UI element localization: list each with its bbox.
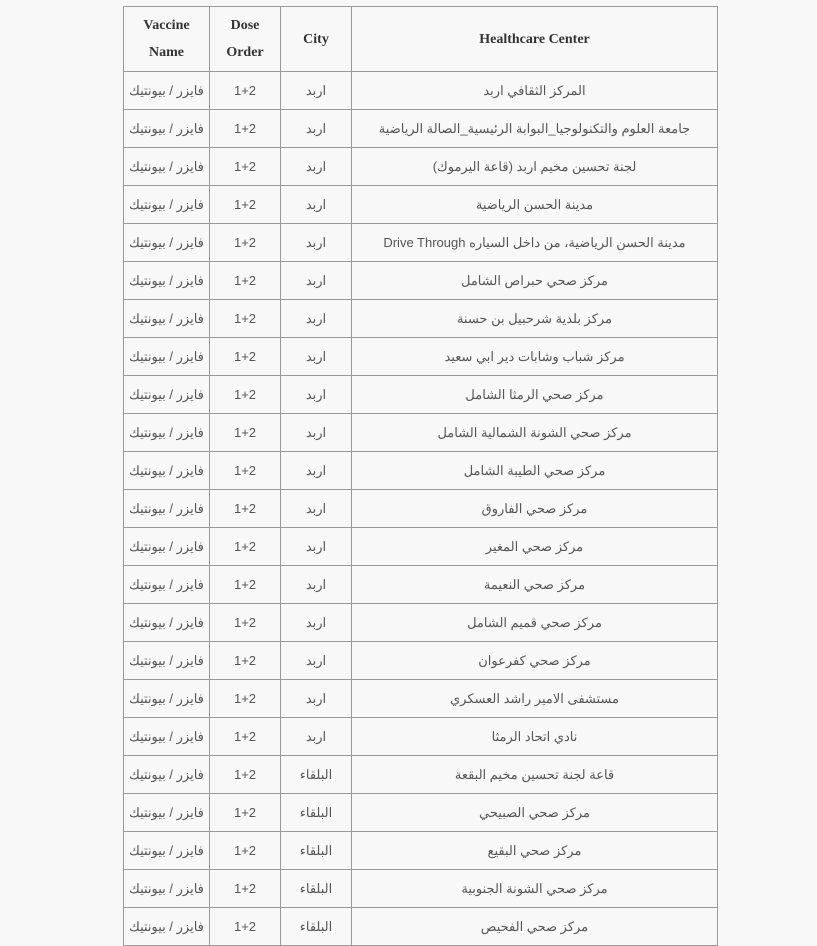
- cell-dose-order: 1+2: [210, 794, 281, 832]
- header-dose-line1: Dose: [230, 18, 260, 33]
- cell-vaccine-name: فايزر / بيونتيك: [124, 756, 210, 794]
- cell-dose-order: 1+2: [210, 604, 281, 642]
- cell-healthcare-center: جامعة العلوم والتكنولوجيا_البوابة الرئيسية_الصالة الرياضية: [352, 110, 718, 148]
- cell-city: اربد: [281, 186, 352, 224]
- cell-healthcare-center: مركز صحي المغير: [352, 528, 718, 566]
- cell-healthcare-center: نادي اتحاد الرمثا: [352, 718, 718, 756]
- cell-city: اربد: [281, 452, 352, 490]
- cell-vaccine-name: فايزر / بيونتيك: [124, 832, 210, 870]
- table-row: [124, 870, 718, 908]
- table-row: [124, 604, 718, 642]
- cell-vaccine-name: فايزر / بيونتيك: [124, 528, 210, 566]
- cell-city: اربد: [281, 642, 352, 680]
- cell-city: اربد: [281, 680, 352, 718]
- cell-vaccine-name: فايزر / بيونتيك: [124, 338, 210, 376]
- cell-dose-order: 1+2: [210, 870, 281, 908]
- cell-city: البلقاء: [281, 908, 352, 946]
- cell-healthcare-center: مركز بلدية شرحبيل بن حسنة: [352, 300, 718, 338]
- cell-dose-order: 1+2: [210, 680, 281, 718]
- cell-healthcare-center: مركز صحي البقيع: [352, 832, 718, 870]
- cell-healthcare-center: مدينة الحسن الرياضية: [352, 186, 718, 224]
- table-row: [124, 528, 718, 566]
- cell-dose-order: 1+2: [210, 72, 281, 110]
- cell-city: اربد: [281, 262, 352, 300]
- cell-dose-order: 1+2: [210, 452, 281, 490]
- cell-healthcare-center: مركز صحي حبراص الشامل: [352, 262, 718, 300]
- header-dose-order: [210, 7, 281, 72]
- cell-city: اربد: [281, 224, 352, 262]
- cell-dose-order: 1+2: [210, 376, 281, 414]
- table-row: [124, 262, 718, 300]
- cell-vaccine-name: فايزر / بيونتيك: [124, 414, 210, 452]
- cell-dose-order: 1+2: [210, 566, 281, 604]
- table-row: [124, 794, 718, 832]
- cell-healthcare-center: مركز شباب وشابات دير ابي سعيد: [352, 338, 718, 376]
- table-row: [124, 832, 718, 870]
- cell-vaccine-name: فايزر / بيونتيك: [124, 566, 210, 604]
- cell-vaccine-name: فايزر / بيونتيك: [124, 186, 210, 224]
- table-row: [124, 642, 718, 680]
- cell-dose-order: 1+2: [210, 148, 281, 186]
- vaccination-centers-table-wrapper: [123, 6, 717, 946]
- cell-healthcare-center: مركز صحي الطيبة الشامل: [352, 452, 718, 490]
- cell-healthcare-center: مركز صحي الفاروق: [352, 490, 718, 528]
- cell-vaccine-name: فايزر / بيونتيك: [124, 224, 210, 262]
- cell-healthcare-center: مركز صحي الشونة الشمالية الشامل: [352, 414, 718, 452]
- table-row: [124, 376, 718, 414]
- cell-healthcare-center: مستشفى الامير راشد العسكري: [352, 680, 718, 718]
- cell-city: البلقاء: [281, 756, 352, 794]
- cell-healthcare-center: لجنة تحسين مخيم اربد (قاعة اليرموك): [352, 148, 718, 186]
- cell-healthcare-center: قاعة لجنة تحسين مخيم البقعة: [352, 756, 718, 794]
- table-row: [124, 72, 718, 110]
- cell-vaccine-name: فايزر / بيونتيك: [124, 72, 210, 110]
- cell-dose-order: 1+2: [210, 490, 281, 528]
- cell-vaccine-name: فايزر / بيونتيك: [124, 452, 210, 490]
- table-row: [124, 338, 718, 376]
- table-row: [124, 566, 718, 604]
- cell-vaccine-name: فايزر / بيونتيك: [124, 718, 210, 756]
- header-vaccine-line1: Vaccine: [143, 18, 190, 33]
- cell-vaccine-name: فايزر / بيونتيك: [124, 794, 210, 832]
- table-row: [124, 490, 718, 528]
- cell-dose-order: 1+2: [210, 414, 281, 452]
- header-healthcare-center: Healthcare Center: [352, 7, 718, 72]
- cell-vaccine-name: فايزر / بيونتيك: [124, 604, 210, 642]
- table-row: [124, 908, 718, 946]
- cell-vaccine-name: فايزر / بيونتيك: [124, 908, 210, 946]
- cell-dose-order: 1+2: [210, 338, 281, 376]
- cell-city: اربد: [281, 528, 352, 566]
- table-row: [124, 110, 718, 148]
- cell-city: اربد: [281, 414, 352, 452]
- cell-city: البلقاء: [281, 832, 352, 870]
- cell-dose-order: 1+2: [210, 300, 281, 338]
- table-row: [124, 756, 718, 794]
- cell-dose-order: 1+2: [210, 756, 281, 794]
- table-header-row: [124, 7, 718, 72]
- cell-city: اربد: [281, 376, 352, 414]
- header-vaccine-name: [124, 7, 210, 72]
- cell-healthcare-center: مدينة الحسن الرياضية، من داخل السياره Drive Through: [352, 224, 718, 262]
- cell-dose-order: 1+2: [210, 262, 281, 300]
- cell-vaccine-name: فايزر / بيونتيك: [124, 376, 210, 414]
- cell-healthcare-center: مركز صحي كفرعوان: [352, 642, 718, 680]
- cell-city: اربد: [281, 300, 352, 338]
- cell-vaccine-name: فايزر / بيونتيك: [124, 870, 210, 908]
- cell-vaccine-name: فايزر / بيونتيك: [124, 680, 210, 718]
- cell-healthcare-center: المركز الثقافي اربد: [352, 72, 718, 110]
- cell-city: اربد: [281, 490, 352, 528]
- cell-healthcare-center: مركز صحي الشونة الجنوبية: [352, 870, 718, 908]
- cell-dose-order: 1+2: [210, 224, 281, 262]
- table-row: [124, 148, 718, 186]
- cell-dose-order: 1+2: [210, 908, 281, 946]
- cell-city: اربد: [281, 110, 352, 148]
- cell-vaccine-name: فايزر / بيونتيك: [124, 262, 210, 300]
- cell-city: اربد: [281, 148, 352, 186]
- table-row: [124, 186, 718, 224]
- cell-healthcare-center: مركز صحي قميم الشامل: [352, 604, 718, 642]
- table-row: [124, 718, 718, 756]
- table-row: [124, 452, 718, 490]
- cell-healthcare-center: مركز صحي الفحيص: [352, 908, 718, 946]
- cell-dose-order: 1+2: [210, 528, 281, 566]
- cell-vaccine-name: فايزر / بيونتيك: [124, 490, 210, 528]
- cell-dose-order: 1+2: [210, 186, 281, 224]
- table-row: [124, 680, 718, 718]
- cell-city: اربد: [281, 72, 352, 110]
- cell-dose-order: 1+2: [210, 110, 281, 148]
- header-city: City: [281, 7, 352, 72]
- cell-dose-order: 1+2: [210, 718, 281, 756]
- cell-city: اربد: [281, 338, 352, 376]
- cell-city: اربد: [281, 604, 352, 642]
- cell-city: اربد: [281, 566, 352, 604]
- table-body: [124, 72, 718, 946]
- cell-dose-order: 1+2: [210, 642, 281, 680]
- table-row: [124, 300, 718, 338]
- cell-vaccine-name: فايزر / بيونتيك: [124, 300, 210, 338]
- cell-vaccine-name: فايزر / بيونتيك: [124, 148, 210, 186]
- cell-city: اربد: [281, 718, 352, 756]
- cell-city: البلقاء: [281, 870, 352, 908]
- cell-city: البلقاء: [281, 794, 352, 832]
- cell-healthcare-center: مركز صحي الصبيحي: [352, 794, 718, 832]
- table-row: [124, 414, 718, 452]
- header-vaccine-line2: Name: [149, 45, 184, 60]
- cell-healthcare-center: مركز صحي النعيمة: [352, 566, 718, 604]
- header-dose-line2: Order: [226, 45, 264, 60]
- cell-healthcare-center: مركز صحي الرمثا الشامل: [352, 376, 718, 414]
- table-row: [124, 224, 718, 262]
- cell-dose-order: 1+2: [210, 832, 281, 870]
- cell-vaccine-name: فايزر / بيونتيك: [124, 642, 210, 680]
- vaccination-centers-table: [123, 6, 718, 946]
- cell-vaccine-name: فايزر / بيونتيك: [124, 110, 210, 148]
